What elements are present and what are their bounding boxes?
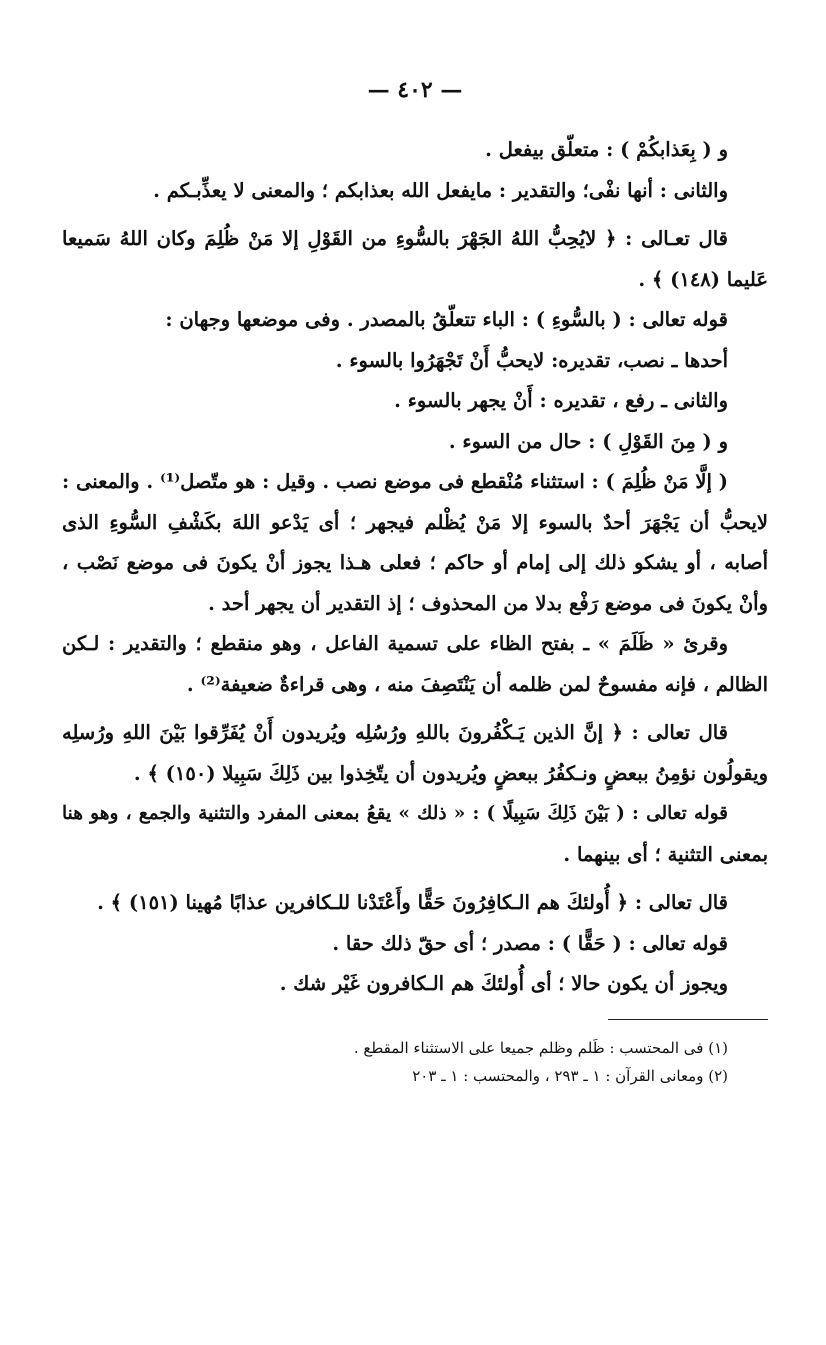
paragraph-gap [62,875,768,883]
text-line: و ( مِنَ القَوْلِ ) : حال من السوء . [448,429,728,453]
text-line: ويجوز أن يكون حالا ؛ أى أُولئكَ هم الـكافرون غَيْر شك . [279,972,728,995]
text-line: لايحبُّ أن يَجْهَرَ أحدٌ بالسوء إلا مَنْ يُظْلم فيجهر ؛ أى يَدْعو اللهَ بكَشْفِ السُّوءِ الذى [62,510,768,534]
text-line: قال تعالى : ﴿ إنَّ الذين يَـكْفُرونَ باللهِ ورُسُلِه ويُريدون أَنْ يُفَرِّقوا بَيْنَ اللهِ ورُسلِه [62,721,728,744]
footnote-1: (١) فى المحتسب : ظَلم وظلم جميعا على الاستثناء المقطع . [353,1038,728,1057]
text-line: قال تعالى : ﴿ أُولئكَ هم الـكافِرُونَ حَقًّا وأَعْتَدْنا للـكافرين عذابًا مُهينا (١٥١) ﴾ . [97,891,728,914]
text-line: أصابه ، أو يشكو ذلك إلى إمام أو حاكم ؛ فعلى هـذا يجوز أنْ يكونَ فى موضع نَصْب ، [62,551,768,574]
footnotes [62,1034,768,1090]
text-line: الظالم ، فإنه مفسوحٌ لمن ظلمه أن يَنْتَصِفَ منه ، وهى قراءةٌ ضعيفة⁽²⁾ . [186,672,768,696]
footnote-divider [608,1019,768,1020]
text-line: أحدها ـ نصب، تقديره: لايحبُّ أَنْ تَجْهَرُوا بالسوء . [335,348,728,372]
text-line: وقرئ « ظَلَمَ » ـ بفتح الظاء على تسمية الفاعل ، وهو منقطع ؛ والتقدير : لـكن [62,632,728,655]
text-line: ويقولُون نؤمِنُ ببعضٍ ونـكفُرُ ببعضٍ ويُريدون أن يتّخِذوا بين ذَلِكَ سَبِيلا (١٥٠) ﴾ . [133,761,768,785]
footnote-2: (٢) ومعانى القرآن : ١ ـ ٢٩٣ ، والمحتسب : ١ ـ ٢٠٣ [412,1066,728,1085]
text-line: قال تعـالى : ﴿ لايُحِبُّ اللهُ الجَهْرَ بالسُّوءِ من القَوْلِ إلا مَنْ ظُلِمَ وكان اللهُ سَميعا [62,227,728,250]
text-line: وأنْ يكونَ فى موضع رَفْع بدلا من المحذوف ؛ إذ التقدير أن يجهر أحد . [208,591,768,615]
main-text [62,130,768,1005]
paragraph-gap [62,211,768,219]
text-line: قوله تعالى : ( بالسُّوءِ ) : الباء تتعلّقُ بالمصدر . وفى موضعها وجهان : [165,308,728,331]
text-line: عَليما (١٤٨) ﴾ . [638,267,768,291]
text-line: والثانى : أنها نفْى؛ والتقدير : مايفعل الله بعذابكم ؛ والمعنى لا يعذِّبـكم . [153,178,728,202]
text-line: قوله تعالى : ( حَقًّا ) : مصدر ؛ أى حقّ ذلك حقا . [332,931,728,955]
text-line: والثانى ـ رفع ، تقديره : أَنْ يجهر بالسوء . [394,389,728,412]
paragraph-gap [62,705,768,713]
text-line: بمعنى التثنية ؛ أى بينهما . [563,842,768,866]
text-line: و ( بِعَذابكُمْ ) : متعلّق بيفعل . [485,138,728,161]
page-number: — ٤٠٢ — [367,77,463,103]
text-line: قوله تعالى : ( بَيْنَ ذَلِكَ سَبِيلًا ) : « ذلك » يقعُ بمعنى المفرد والتثنية والجمع ، وهو هنا [62,803,728,824]
text-line: ( إلَّا مَنْ ظُلِمَ ) : استثناء مُنْقطع فى موضع نصب . وقيل : هو متّصل⁽¹⁾ . والمعنى : [62,470,728,493]
